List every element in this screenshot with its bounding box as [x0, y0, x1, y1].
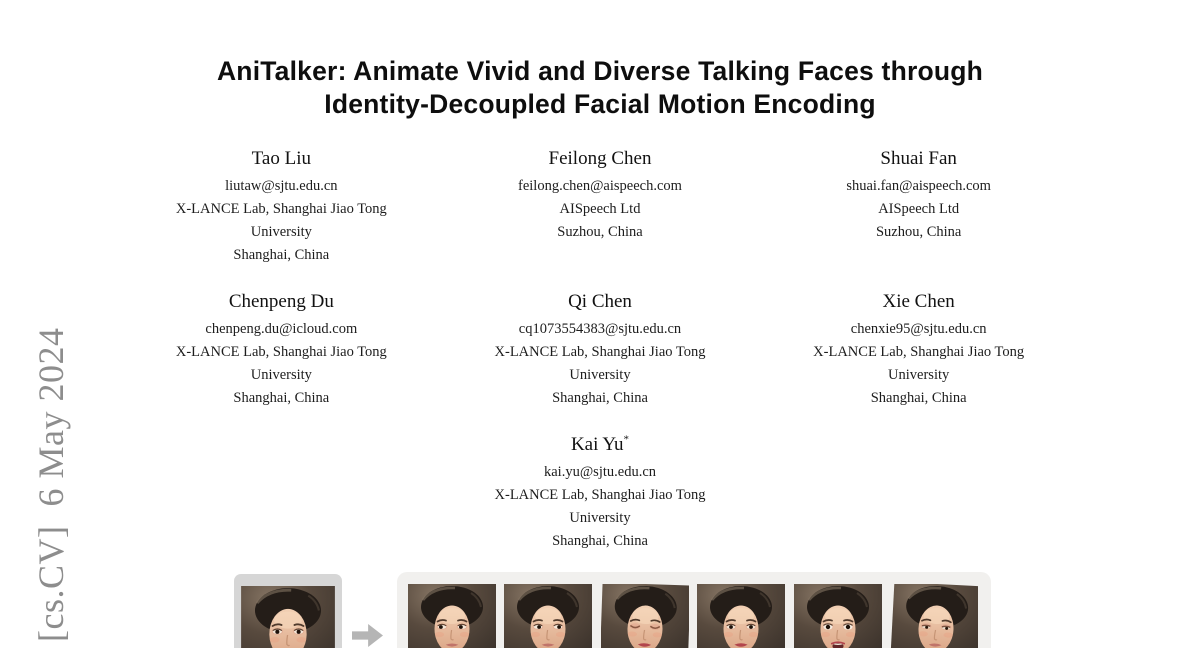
- author-affiliation: AISpeech Ltd: [878, 201, 960, 217]
- generated-face-frame: [601, 584, 689, 648]
- right-arrow-icon: [352, 624, 383, 647]
- author-email: liutaw@sjtu.edu.cn: [225, 178, 338, 194]
- author-affiliation: AISpeech Ltd: [559, 201, 641, 217]
- author-city: Suzhou, China: [875, 224, 962, 240]
- author-block-xie-chen: [759, 291, 1078, 410]
- author-affiliation: X-LANCE Lab, Shanghai Jiao Tong: [494, 344, 706, 360]
- author-affiliation: X-LANCE Lab, Shanghai Jiao Tong: [175, 344, 387, 360]
- author-email: kai.yu@sjtu.edu.cn: [543, 464, 656, 480]
- author-name: Xie Chen: [882, 291, 955, 312]
- author-name: Feilong Chen: [548, 148, 652, 169]
- face-image: [890, 584, 978, 648]
- author-block-tao-liu: [122, 148, 441, 267]
- face-image: [794, 584, 882, 648]
- author-city: Shanghai, China: [233, 247, 330, 263]
- author-affiliation: X-LANCE Lab, Shanghai Jiao Tong: [813, 344, 1025, 360]
- source-portrait-image: [241, 586, 335, 648]
- paper-title: [0, 55, 1200, 121]
- author-affiliation: X-LANCE Lab, Shanghai Jiao Tong: [175, 201, 387, 217]
- author-city: Suzhou, China: [557, 224, 643, 240]
- author-affiliation: University: [250, 224, 312, 240]
- face-image: [601, 584, 689, 648]
- paper-title-line1: AniTalker: Animate Vivid and Diverse Talking Faces through: [216, 56, 984, 86]
- author-city: Shanghai, China: [552, 390, 648, 406]
- author-name: Chenpeng Du: [228, 291, 334, 312]
- author-block-chenpeng-du: [122, 291, 441, 410]
- author-email: feilong.chen@aispeech.com: [518, 178, 682, 194]
- arxiv-stamp: [cs.CV] 6 May 2024: [31, 327, 71, 642]
- generated-frames-row: [408, 584, 978, 648]
- generated-frames-box: [397, 572, 991, 648]
- generated-face-frame: [794, 584, 882, 648]
- generated-face-frame: [890, 584, 978, 648]
- author-affiliation: X-LANCE Lab, Shanghai Jiao Tong: [494, 487, 706, 503]
- author-affiliation: University: [569, 367, 631, 383]
- author-email: shuai.fan@aispeech.com: [846, 178, 991, 194]
- face-image: [697, 584, 785, 648]
- paper-title-line2: Identity-Decoupled Facial Motion Encoding: [324, 89, 876, 119]
- author-city: Shanghai, China: [870, 390, 967, 406]
- woman-portrait: [241, 586, 335, 648]
- author-city: Shanghai, China: [233, 390, 330, 406]
- author-block-feilong-chen: [441, 148, 760, 267]
- author-block-kai-yu: [441, 434, 760, 553]
- author-affiliation: University: [569, 510, 631, 526]
- author-affiliation: University: [250, 367, 312, 383]
- author-name: Shuai Fan: [880, 148, 957, 169]
- face-image: [408, 584, 496, 648]
- author-name: Qi Chen: [568, 291, 632, 312]
- face-image: [504, 584, 592, 648]
- generated-face-frame: [408, 584, 496, 648]
- author-name: Kai Yu*: [570, 433, 630, 455]
- author-name: Tao Liu: [251, 148, 311, 169]
- generated-face-frame: [697, 584, 785, 648]
- author-grid: [122, 148, 1078, 553]
- author-affiliation: University: [888, 367, 950, 383]
- author-city: Shanghai, China: [552, 533, 648, 549]
- author-block-qi-chen: [441, 291, 760, 410]
- generated-face-frame: [504, 584, 592, 648]
- corresponding-author-mark: *: [623, 433, 630, 446]
- author-email: chenxie95@sjtu.edu.cn: [850, 321, 987, 337]
- author-block-shuai-fan: [759, 148, 1078, 267]
- author-email: chenpeng.du@icloud.com: [205, 321, 358, 337]
- source-portrait-box: [234, 574, 342, 648]
- author-email: cq1073554383@sjtu.edu.cn: [518, 321, 682, 337]
